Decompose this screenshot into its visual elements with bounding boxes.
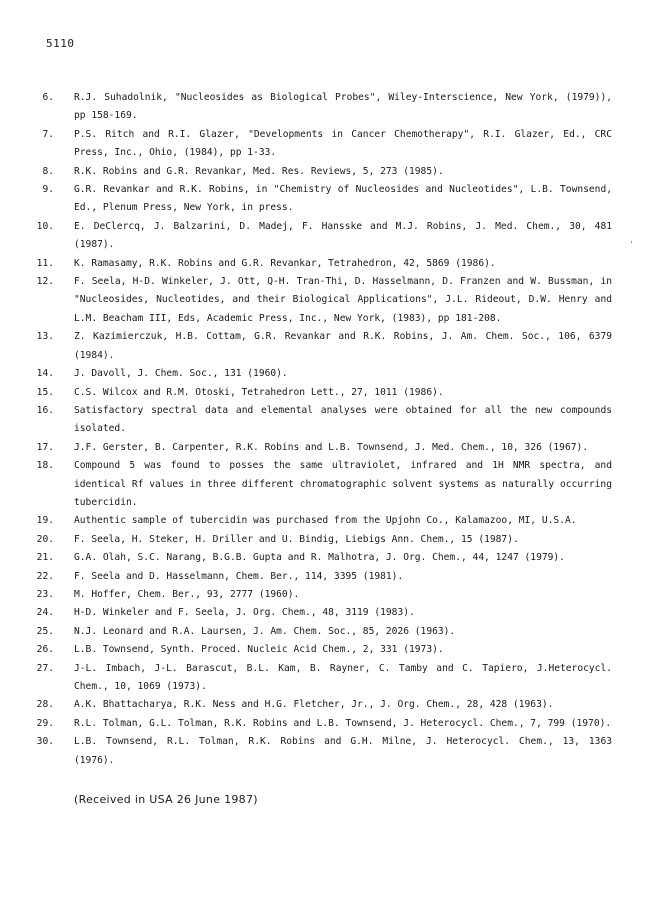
reference-item bbox=[22, 696, 612, 714]
reference-item bbox=[22, 604, 612, 622]
reference-number: 21. bbox=[36, 552, 54, 564]
reference-number: 28. bbox=[36, 699, 54, 711]
reference-number: 19. bbox=[36, 515, 54, 527]
reference-text: E. DeClercq, J. Balzarini, D. Madej, F. Hansske and M.J. Robins, J. Med. Chem., 30, 481 (1987). bbox=[74, 220, 612, 251]
reference-item bbox=[22, 549, 612, 567]
reference-text: R.L. Tolman, G.L. Tolman, R.K. Robins and L.B. Townsend, J. Heterocycl. Chem., 7, 799 (1970). bbox=[74, 717, 612, 729]
reference-number: 9. bbox=[42, 184, 54, 196]
reference-item bbox=[22, 218, 612, 255]
page-number: 5110 bbox=[46, 37, 75, 50]
reference-text: A.K. Bhattacharya, R.K. Ness and H.G. Fletcher, Jr., J. Org. Chem., 28, 428 (1963). bbox=[74, 699, 554, 711]
reference-number: 11. bbox=[36, 257, 54, 269]
reference-text: R.J. Suhadolnik, "Nucleosides as Biological Probes", Wiley-Interscience, New York, (1979)), pp 158-169. bbox=[74, 92, 612, 122]
reference-number: 20. bbox=[36, 533, 54, 545]
reference-number: 30. bbox=[36, 736, 54, 748]
reference-item bbox=[22, 255, 612, 273]
reference-number: 25. bbox=[36, 625, 54, 637]
reference-number: 13. bbox=[36, 331, 54, 343]
reference-number: 23. bbox=[36, 588, 54, 600]
reference-item bbox=[22, 89, 612, 126]
reference-number: 7. bbox=[42, 128, 54, 140]
reference-text: Authentic sample of tubercidin was purchased from the Upjohn Co., Kalamazoo, MI, U.S.A. bbox=[74, 515, 577, 527]
reference-text: F. Seela and D. Hasselmann, Chem. Ber., 114, 3395 (1981). bbox=[74, 570, 404, 582]
margin-mark: ' bbox=[629, 240, 634, 249]
reference-item bbox=[22, 181, 612, 218]
reference-item bbox=[22, 623, 612, 641]
reference-item bbox=[22, 126, 612, 163]
reference-item bbox=[22, 328, 612, 365]
reference-text: N.J. Leonard and R.A. Laursen, J. Am. Chem. Soc., 85, 2026 (1963). bbox=[74, 625, 456, 637]
reference-number: 29. bbox=[36, 717, 54, 729]
reference-number: 15. bbox=[36, 386, 54, 398]
reference-text: J. Davoll, J. Chem. Soc., 131 (1960). bbox=[74, 368, 288, 380]
reference-text: L.B. Townsend, R.L. Tolman, R.K. Robins and G.H. Milne, J. Heterocycl. Chem., 13, 1363 (1976). bbox=[74, 736, 612, 766]
reference-text: J-L. Imbach, J-L. Barascut, B.L. Kam, B. Rayner, C. Tamby and C. Tapiero, J.Heterocycl. Chem., 10, 1069 (1973). bbox=[74, 662, 612, 692]
reference-item bbox=[22, 402, 612, 439]
received-date: (Received in USA 26 June 1987) bbox=[74, 793, 258, 806]
reference-item bbox=[22, 512, 612, 530]
reference-text: K. Ramasamy, R.K. Robins and G.R. Revankar, Tetrahedron, 42, 5869 (1986). bbox=[74, 257, 496, 269]
reference-text: C.S. Wilcox and R.M. Otoski, Tetrahedron Lett., 27, 1011 (1986). bbox=[74, 386, 444, 398]
reference-item bbox=[22, 384, 612, 402]
reference-item bbox=[22, 365, 612, 383]
reference-number: 12. bbox=[36, 276, 54, 288]
reference-text: Z. Kazimierczuk, H.B. Cottam, G.R. Revankar and R.K. Robins, J. Am. Chem. Soc., 106, 6379 (1984). bbox=[74, 331, 612, 361]
reference-number: 26. bbox=[36, 644, 54, 656]
reference-item bbox=[22, 733, 612, 770]
reference-number: 8. bbox=[42, 165, 54, 177]
reference-text: G.A. Olah, S.C. Narang, B.G.B. Gupta and R. Malhotra, J. Org. Chem., 44, 1247 (1979). bbox=[74, 552, 565, 564]
reference-item bbox=[22, 439, 612, 457]
reference-text: M. Hoffer, Chem. Ber., 93, 2777 (1960). bbox=[74, 588, 300, 600]
reference-text: P.S. Ritch and R.I. Glazer, "Developments in Cancer Chemotherapy", R.I. Glazer, Ed., CRC Press, Inc., Ohio, (1984), pp 1-33. bbox=[74, 128, 612, 159]
reference-item bbox=[22, 163, 612, 181]
reference-number: 16. bbox=[36, 404, 54, 416]
reference-text: F. Seela, H. Steker, H. Driller and U. Bindig, Liebigs Ann. Chem., 15 (1987). bbox=[74, 533, 519, 545]
reference-number: 22. bbox=[36, 570, 54, 582]
reference-item bbox=[22, 641, 612, 659]
reference-text: Compound 5 was found to posses the same ultraviolet, infrared and 1H NMR spectra, and identical Rf values in three different chromatographic solvent systems as naturally occurring tubercidin. bbox=[74, 460, 612, 508]
reference-number: 18. bbox=[36, 460, 54, 472]
reference-text: R.K. Robins and G.R. Revankar, Med. Res. Reviews, 5, 273 (1985). bbox=[74, 165, 444, 177]
reference-text: H-D. Winkeler and F. Seela, J. Org. Chem., 48, 3119 (1983). bbox=[74, 607, 415, 619]
reference-number: 14. bbox=[36, 368, 54, 380]
reference-number: 24. bbox=[36, 607, 54, 619]
reference-item bbox=[22, 660, 612, 697]
reference-text: L.B. Townsend, Synth. Proced. Nucleic Acid Chem., 2, 331 (1973). bbox=[74, 644, 444, 656]
reference-text: J.F. Gerster, B. Carpenter, R.K. Robins and L.B. Townsend, J. Med. Chem., 10, 326 (1967). bbox=[74, 441, 589, 453]
reference-number: 6. bbox=[42, 92, 54, 103]
reference-item bbox=[22, 273, 612, 328]
reference-number: 27. bbox=[36, 662, 54, 674]
reference-item bbox=[22, 568, 612, 586]
reference-item bbox=[22, 586, 612, 604]
reference-list bbox=[22, 89, 612, 770]
reference-text: G.R. Revankar and R.K. Robins, in "Chemistry of Nucleosides and Nucleotides", L.B. Townsend, Ed., Plenum Press, New York, in press. bbox=[74, 184, 612, 214]
reference-number: 10. bbox=[36, 220, 54, 232]
reference-item bbox=[22, 457, 612, 512]
reference-text: Satisfactory spectral data and elemental analyses were obtained for all the new compounds isolated. bbox=[74, 404, 612, 435]
reference-number: 17. bbox=[36, 441, 54, 453]
reference-text: F. Seela, H-D. Winkeler, J. Ott, Q-H. Tran-Thi, D. Hasselmann, D. Franzen and W. Bussman, in "Nucleosides, Nucleotides, and their Biological Applications", J.L. Rideout, D.W. Henry and L.M. Beacham III, Eds, Academic Press, Inc., New York, (1983), pp 181-208. bbox=[74, 276, 612, 324]
reference-item bbox=[22, 715, 612, 733]
reference-item bbox=[22, 531, 612, 549]
